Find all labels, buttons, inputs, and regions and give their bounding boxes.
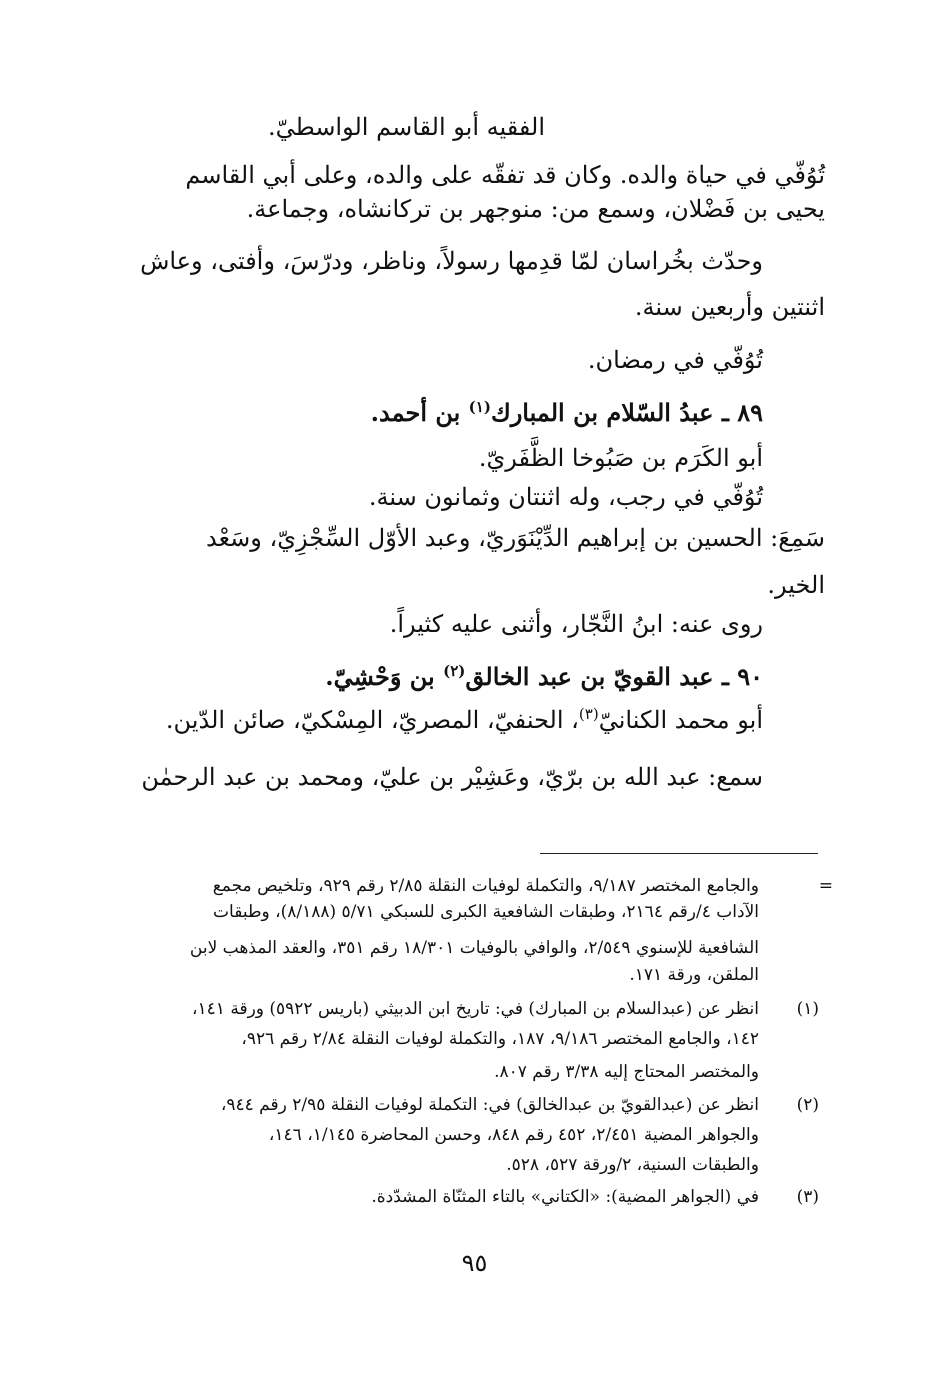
footnote-continuation-marker: =	[818, 876, 833, 896]
entry-89-title-end: بن أحمد.	[370, 398, 469, 427]
entry-89-line-5: روى عنه: ابنُ النَّجّار، وأثنى عليه كثيراً.	[389, 610, 763, 638]
footnote-cont-line: والجامع المختصر ٩/١٨٧، والتكملة لوفيات النقلة ٢/٨٥ رقم ٩٢٩، وتلخيص مجمع	[212, 876, 759, 896]
body-line-6: تُوُفّي في رمضان.	[587, 346, 763, 374]
footnote-2-line: والطبقات السنية، ٢/ورقة ٥٢٧، ٥٢٨.	[506, 1155, 759, 1175]
footnote-ref-1: (١)	[468, 398, 491, 416]
entry-89-heading	[371, 396, 763, 430]
footnote-3-line: في (الجواهر المضية): «الكتاني» بالتاء المثنّاة المشدّدة.	[371, 1187, 759, 1207]
entry-90-heading	[325, 660, 763, 694]
body-line-2: تُوُفّي في حياة والده. وكان قد تفقّه على والده، وعلى أبي القاسم	[185, 161, 825, 189]
footnote-cont-line: الآداب ٤/رقم ٢١٦٤، وطبقات الشافعية الكبرى للسبكي ٥/٧١ (٨/١٨٨)، وطبقات	[213, 902, 759, 922]
footnote-2-line: انظر عن (عبدالقويّ بن عبدالخالق) في: التكملة لوفيات النقلة ٢/٩٥ رقم ٩٤٤،	[220, 1095, 759, 1115]
footnote-1-line: انظر عن (عبدالسلام بن المبارك) في: تاريخ ابن الدبيثي (باريس ٥٩٢٢) ورقة ١٤١،	[192, 999, 759, 1019]
footnote-ref-3: (٣)	[578, 705, 599, 723]
footnote-1-line: ١٤٢، والجامع المختصر ٩/١٨٦، ١٨٧، والتكملة لوفيات النقلة ٢/٨٤ رقم ٩٢٦،	[241, 1029, 759, 1049]
entry-90-nisba: ، الحنفيّ، المصريّ، المِسْكيّ، صائن الدّين.	[165, 706, 579, 734]
entry-89-title: ٨٩ ـ عبدُ السّلام بن المبارك	[490, 398, 763, 427]
footnote-ref-2: (٢)	[443, 662, 466, 680]
entry-89-line-3: سَمِعَ: الحسين بن إبراهيم الدِّيْنَوَريّ، وعبد الأوّل السِّجْزِيّ، وسَعْد	[205, 524, 825, 552]
entry-89-line-1: أبو الكَرَم بن صَبُوخا الظَّفَريّ.	[478, 444, 763, 472]
entry-90-title-end: بن وَحْشِيّ.	[325, 662, 444, 691]
body-line-1: الفقيه أبو القاسم الواسطيّ.	[268, 113, 545, 141]
footnote-2-number: (٢)	[796, 1095, 819, 1115]
entry-90-line-2: سمع: عبد الله بن برّيّ، وعَشِيْر بن عليّ، ومحمد بن عبد الرحمٰن	[141, 763, 763, 791]
footnote-separator	[540, 853, 818, 854]
footnote-cont-line: الشافعية للإسنوي ٢/٥٤٩، والوافي بالوفيات ١٨/٣٠١ رقم ٣٥١، والعقد المذهب لابن	[189, 938, 759, 958]
entry-90-title: ٩٠ ـ عبد القويّ بن عبد الخالق	[465, 662, 763, 691]
entry-90-name: أبو محمد الكنانيّ	[598, 706, 763, 734]
footnote-2-line: والجواهر المضية ٢/٤٥١، ٤٥٢ رقم ٨٤٨، وحسن المحاضرة ١/١٤٥، ١٤٦،	[268, 1125, 759, 1145]
footnote-1-line: والمختصر المحتاج إليه ٣/٣٨ رقم ٨٠٧.	[494, 1062, 759, 1082]
footnote-1-number: (١)	[796, 999, 819, 1019]
footnote-cont-line: الملقن، ورقة ١٧١.	[629, 965, 759, 985]
page-number: ٩٥	[461, 1249, 488, 1277]
entry-89-line-2: تُوُفّي في رجب، وله اثنتان وثمانون سنة.	[368, 483, 763, 511]
footnote-3-number: (٣)	[796, 1187, 819, 1207]
entry-90-line-1	[166, 703, 763, 737]
entry-89-line-4: الخير.	[767, 571, 825, 599]
body-line-4: وحدّث بخُراسان لمّا قدِمها رسولاً، وناظر، ودرّسَ، وأفتى، وعاش	[140, 247, 763, 275]
body-line-3: يحيى بن فَضْلان، وسمع من: منوجهر بن تركانشاه، وجماعة.	[246, 195, 825, 223]
body-line-5: اثنتين وأربعين سنة.	[634, 293, 825, 321]
